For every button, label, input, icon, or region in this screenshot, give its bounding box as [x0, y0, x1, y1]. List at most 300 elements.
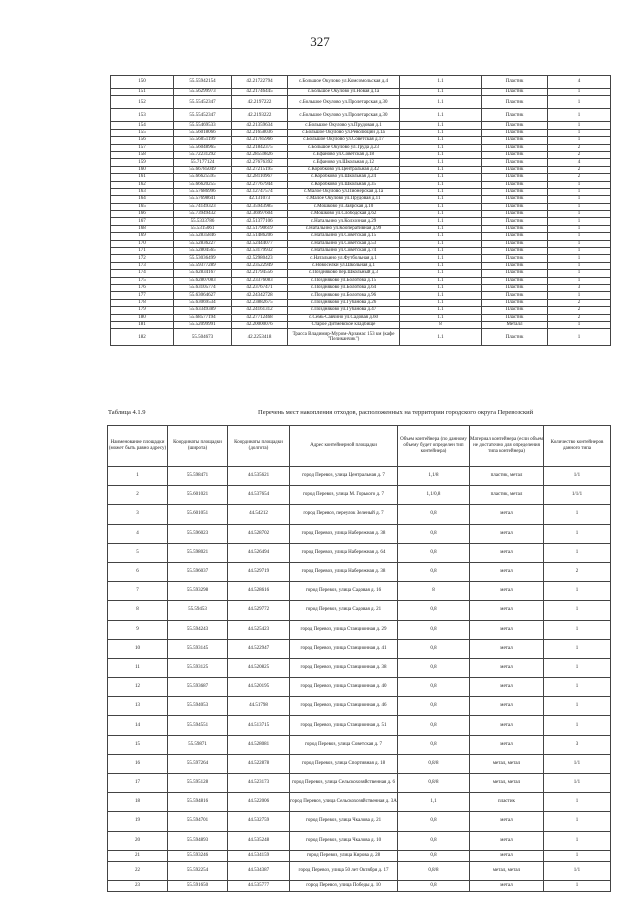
cell-address: город Перевоз, улица Станционная д. 40 — [290, 678, 398, 697]
cell-material: метал — [470, 812, 544, 831]
cell-address: город Перевоз, улица Сельскохозяйственная д. 3А — [290, 793, 398, 812]
cell-latitude: 55.594701 — [168, 812, 228, 831]
cell-address: с.Поздняково пер.Школьный д.3 — [288, 270, 400, 277]
cell-longitude: 44.535621 — [228, 467, 290, 486]
cell-volume: 1.1 — [400, 122, 482, 129]
cell-count: 1 — [544, 697, 611, 716]
cell-count: 1 — [544, 505, 611, 524]
table-row — [108, 601, 611, 620]
cell-number: 158 — [111, 151, 174, 158]
header-longitude: Координаты площадки (долгота) — [228, 426, 290, 467]
cell-count: 1 — [548, 109, 611, 122]
cell-latitude: 55.62834167 — [174, 270, 232, 277]
cell-longitude: 42.24342728 — [232, 292, 288, 299]
cell-count: 1 — [548, 329, 611, 346]
cell-latitude: 55.594053 — [168, 697, 228, 716]
cell-number: 165 — [111, 203, 174, 210]
cell-number: 156 — [111, 137, 174, 144]
cell-number: 8 — [108, 601, 168, 620]
cell-count: 1 — [544, 658, 611, 677]
cell-latitude: 55.504673 — [174, 329, 232, 346]
cell-address: с.Ефаново ул.Советская д.18 — [288, 151, 400, 158]
cell-material: метал — [470, 716, 544, 735]
cell-address: с.Большое Окулово ул.Советская д.17 — [288, 137, 400, 144]
cell-latitude: 55.68577194 — [174, 314, 232, 321]
cell-volume: 1.1 — [400, 270, 482, 277]
cell-volume: 1.1 — [400, 284, 482, 291]
cell-number: 176 — [111, 284, 174, 291]
cell-material: Пластик — [482, 233, 548, 240]
table-label: Таблица 4.1.9 — [108, 409, 146, 416]
cell-latitude: 55.66625595 — [174, 174, 232, 181]
cell-volume: 1.1 — [400, 299, 482, 306]
table-row — [111, 284, 611, 291]
cell-number: 154 — [111, 122, 174, 129]
table-row — [108, 486, 611, 505]
cell-material: Пластик — [482, 129, 548, 136]
table-row — [111, 292, 611, 299]
cell-number: 174 — [111, 270, 174, 277]
cell-volume: 1.1 — [400, 314, 482, 321]
table-row — [111, 174, 611, 181]
cell-address: город Перевоз, улица Станционная д. 41 — [290, 639, 398, 658]
cell-count: 1/1 — [544, 754, 611, 773]
cell-count: 1 — [548, 233, 611, 240]
cell-material: метал — [470, 524, 544, 543]
cell-latitude: 55.596037 — [168, 562, 228, 581]
cell-material: Пластик — [482, 174, 548, 181]
cell-count: 1 — [544, 812, 611, 831]
cell-material: метал — [470, 658, 544, 677]
cell-longitude: 44.528702 — [228, 524, 290, 543]
cell-longitude: 44.513715 — [228, 716, 290, 735]
cell-number: 14 — [108, 716, 168, 735]
cell-address: с.Натальино ул.Советская д.74 — [288, 248, 400, 255]
cell-latitude: 55.74149323 — [174, 203, 232, 210]
cell-material: Пластик — [482, 181, 548, 188]
cell-latitude: 55.55452347 — [174, 109, 232, 122]
cell-longitude: 42.23376083 — [232, 277, 288, 284]
cell-latitude: 55.59377289 — [174, 262, 232, 269]
cell-number: 179 — [111, 307, 174, 314]
cell-latitude: 55.7177124 — [174, 159, 232, 166]
table-row — [111, 96, 611, 109]
table-row — [111, 233, 611, 240]
cell-address: с.Мошково ул.Заярская д.10 — [288, 203, 400, 210]
cell-number: 172 — [111, 255, 174, 262]
table-row — [111, 144, 611, 151]
table-row — [111, 270, 611, 277]
cell-longitude: 42.51377106 — [232, 218, 288, 225]
table-row — [111, 151, 611, 158]
cell-count: 2 — [548, 166, 611, 173]
table-row — [108, 812, 611, 831]
cell-longitude: 42.131073 — [232, 196, 288, 203]
cell-longitude: 42.52444077 — [232, 240, 288, 247]
containers-table-continued — [110, 75, 611, 346]
table-row — [111, 248, 611, 255]
cell-number: 173 — [111, 262, 174, 269]
table-row — [111, 159, 611, 166]
cell-volume: 0,8 — [398, 850, 470, 861]
cell-address: город Перевоз, улица Станционная д. 29 — [290, 620, 398, 639]
table-row — [108, 831, 611, 850]
cell-count: 1 — [544, 678, 611, 697]
cell-count: 1 — [548, 137, 611, 144]
cell-count: 2 — [548, 174, 611, 181]
cell-longitude: 42.21785966 — [232, 137, 288, 144]
cell-latitude: 55.55942154 — [174, 76, 232, 89]
cell-material: пластик, метал — [470, 467, 544, 486]
header-volume: Объем контейнера (по данному объему будет определен тип контейнера) — [398, 426, 470, 467]
cell-latitude: 55.52836227 — [174, 240, 232, 247]
cell-number: 155 — [111, 129, 174, 136]
cell-count: 1 — [544, 601, 611, 620]
table-row — [111, 196, 611, 203]
cell-latitude: 55.593246 — [168, 850, 228, 861]
header-count: Количество контейнеров данного типа — [544, 426, 611, 467]
cell-latitude: 55.56299973 — [174, 89, 232, 96]
cell-longitude: 42.2253418 — [232, 329, 288, 346]
cell-address: с.Большое Окулово ул.Новая д.1а — [288, 89, 400, 96]
cell-volume: 1.1 — [400, 96, 482, 109]
cell-material: Пластик — [482, 240, 548, 247]
cell-count: 3 — [548, 284, 611, 291]
cell-latitude: 55.73949432 — [174, 211, 232, 218]
cell-longitude: 42.21359634 — [232, 122, 288, 129]
table-row — [111, 307, 611, 314]
table-row — [111, 225, 611, 232]
cell-count: 1 — [548, 211, 611, 218]
cell-volume: 0,8 — [398, 639, 470, 658]
cell-volume: 1.1 — [400, 262, 482, 269]
cell-address: с.Малое Окулово ул.Пионерская д.1а — [288, 188, 400, 195]
cell-material: Металл — [482, 321, 548, 328]
cell-address: город Перевоз, улица Набережная д. 64 — [290, 543, 398, 562]
cell-address: с.Натальино ул.Советская д.15 — [288, 233, 400, 240]
table-row — [108, 620, 611, 639]
cell-longitude: 44.535777 — [228, 881, 290, 892]
cell-longitude: 42.52980423 — [232, 255, 288, 262]
cell-latitude: 55.63064627 — [174, 292, 232, 299]
cell-latitude: 55.72231292 — [174, 151, 232, 158]
cell-volume: 0,8 — [398, 505, 470, 524]
table-row — [111, 277, 611, 284]
cell-latitude: 55.596023 — [168, 524, 228, 543]
cell-volume: 0,8 — [398, 543, 470, 562]
table-row — [111, 89, 611, 96]
cell-latitude: 55.52804565 — [174, 248, 232, 255]
cell-material: Пластик — [482, 166, 548, 173]
cell-longitude: 44.534159 — [228, 850, 290, 861]
cell-longitude: 42.51790619 — [232, 225, 288, 232]
cell-count: 1 — [548, 225, 611, 232]
cell-longitude: 42.36997604 — [232, 211, 288, 218]
cell-material: Пластик — [482, 188, 548, 195]
cell-address: с.Натальино ул.Футбольная д.1 — [288, 255, 400, 262]
cell-longitude: 44.522947 — [228, 639, 290, 658]
cell-count: 1 — [548, 129, 611, 136]
cell-address: город Перевоз, переулок Зеленый д. 7 — [290, 505, 398, 524]
cell-material: Пластик — [482, 292, 548, 299]
header-latitude: Координаты площадки (широта) — [168, 426, 228, 467]
cell-address: с.Коробково ул.Центральная д.42 — [288, 166, 400, 173]
table-row — [108, 735, 611, 754]
cell-volume: 1.1 — [400, 151, 482, 158]
cell-count: 1 — [548, 196, 611, 203]
cell-volume: 1.1 — [400, 211, 482, 218]
cell-longitude: 42.21658036 — [232, 129, 288, 136]
cell-number: 161 — [111, 174, 174, 181]
cell-number: 166 — [111, 211, 174, 218]
cell-number: 167 — [111, 218, 174, 225]
cell-latitude: 55.57686996 — [174, 188, 232, 195]
table-row — [108, 793, 611, 812]
cell-longitude: 42.28559826 — [232, 151, 288, 158]
cell-longitude: 44.528081 — [228, 735, 290, 754]
cell-latitude: 55.55469533 — [174, 122, 232, 129]
cell-material: пластик, метал — [470, 486, 544, 505]
cell-volume: 1.1 — [400, 188, 482, 195]
cell-material: метал — [470, 735, 544, 754]
cell-latitude: 55.594816 — [168, 793, 228, 812]
cell-address: с.Мошково ул.Слободская д.62 — [288, 211, 400, 218]
cell-longitude: 44.51798 — [228, 697, 290, 716]
cell-volume: 0,8 — [398, 678, 470, 697]
cell-number: 4 — [108, 524, 168, 543]
cell-volume: 1.1 — [400, 277, 482, 284]
cell-material: метал — [470, 505, 544, 524]
cell-address: город Перевоз, улица Станционная д. 46 — [290, 697, 398, 716]
cell-address: город Перевоз, улица М. Горького д. 7 — [290, 486, 398, 505]
cell-number: 1 — [108, 467, 168, 486]
cell-latitude: 55.62807083 — [174, 277, 232, 284]
cell-count: 1 — [544, 831, 611, 850]
cell-number: 157 — [111, 144, 174, 151]
cell-latitude: 55.593145 — [168, 639, 228, 658]
cell-count: 1 — [544, 881, 611, 892]
cell-longitude: 44.529772 — [228, 601, 290, 620]
cell-longitude: 44.520825 — [228, 658, 290, 677]
cell-longitude: 42.2193222 — [232, 109, 288, 122]
table-row — [111, 240, 611, 247]
cell-longitude: 44.522006 — [228, 793, 290, 812]
cell-count: 4 — [548, 159, 611, 166]
table-row — [108, 850, 611, 861]
cell-number: 10 — [108, 639, 168, 658]
cell-latitude: 55.66785049 — [174, 166, 232, 173]
cell-latitude: 55.5333786 — [174, 218, 232, 225]
cell-address: с.Поздняково ул.Губанова д.26 — [288, 299, 400, 306]
cell-count: 1 — [548, 181, 611, 188]
table-row — [111, 166, 611, 173]
cell-number: 182 — [111, 329, 174, 346]
cell-latitude: 55.592254 — [168, 861, 228, 880]
cell-longitude: 42.28110967 — [232, 174, 288, 181]
table-row — [108, 562, 611, 581]
cell-material: метал, метал — [470, 754, 544, 773]
cell-material: Пластик — [482, 159, 548, 166]
cell-volume: 1.1 — [400, 292, 482, 299]
cell-material: метал — [470, 881, 544, 892]
cell-volume: 1.1 — [400, 307, 482, 314]
cell-material: Пластик — [482, 277, 548, 284]
cell-address: с.Семь-Савчино ул.Садовая д.60 — [288, 314, 400, 321]
cell-volume: 1.1 — [400, 76, 482, 89]
cell-count: 2 — [544, 562, 611, 581]
cell-volume: 1.1 — [400, 218, 482, 225]
cell-longitude: 44.54212 — [228, 505, 290, 524]
cell-address: с.Коробково ул.Школьная д.35 — [288, 181, 400, 188]
cell-number: 19 — [108, 812, 168, 831]
cell-number: 159 — [111, 159, 174, 166]
cell-volume: 1,1 — [398, 793, 470, 812]
cell-address: с.Поздняково ул.Болотова д.96 — [288, 292, 400, 299]
cell-number: 168 — [111, 225, 174, 232]
cell-latitude: 55.593298 — [168, 582, 228, 601]
cell-count: 1 — [548, 240, 611, 247]
cell-volume: 1.1 — [400, 181, 482, 188]
cell-material: Пластик — [482, 262, 548, 269]
cell-latitude: 55.55452347 — [174, 96, 232, 109]
cell-address: город Перевоз, улица Сельскохозяйственная д. 6 — [290, 774, 398, 793]
cell-material: Пластик — [482, 329, 548, 346]
cell-count: 4 — [548, 76, 611, 89]
cell-longitude: 42.21794556 — [232, 270, 288, 277]
cell-address: город Перевоз, улица Чкалова д. 10 — [290, 831, 398, 850]
table-row — [108, 658, 611, 677]
cell-latitude: 55.52099991 — [174, 321, 232, 328]
cell-number: 23 — [108, 881, 168, 892]
cell-count: 1 — [548, 277, 611, 284]
header-site-name: Наименование площадки (может быть равно адресу) — [108, 426, 168, 467]
cell-volume: 0,8 — [398, 524, 470, 543]
table-row — [111, 181, 611, 188]
table-row — [108, 639, 611, 658]
cell-number: 169 — [111, 233, 174, 240]
cell-count: 1 — [548, 248, 611, 255]
cell-volume: 1.1 — [400, 255, 482, 262]
cell-count: 1 — [544, 620, 611, 639]
cell-count: 2 — [548, 299, 611, 306]
cell-volume: 8 — [398, 582, 470, 601]
cell-longitude: 42.20000076 — [232, 321, 288, 328]
cell-number: 18 — [108, 793, 168, 812]
cell-longitude: 42.23767471 — [232, 284, 288, 291]
cell-volume: 1.1 — [400, 137, 482, 144]
cell-latitude: 55.56018066 — [174, 129, 232, 136]
cell-longitude: 44.522878 — [228, 754, 290, 773]
cell-number: 180 — [111, 314, 174, 321]
cell-count: 1 — [548, 96, 611, 109]
cell-longitude: 42.24161312 — [232, 307, 288, 314]
cell-material: метал — [470, 639, 544, 658]
table-row — [108, 697, 611, 716]
cell-material: метал — [470, 831, 544, 850]
cell-volume: 1.1 — [400, 196, 482, 203]
cell-material: пластик — [470, 793, 544, 812]
cell-number: 171 — [111, 248, 174, 255]
cell-material: Пластик — [482, 314, 548, 321]
cell-latitude: 55.593687 — [168, 678, 228, 697]
cell-latitude: 55.5315061 — [174, 225, 232, 232]
cell-address: с.Ефаново ул.Школьная д.12 — [288, 159, 400, 166]
cell-number: 153 — [111, 109, 174, 122]
table-row — [111, 314, 611, 321]
cell-count: 1/1 — [544, 774, 611, 793]
cell-address: город Перевоз, улица Набережная д. 38 — [290, 524, 398, 543]
cell-number: 12 — [108, 678, 168, 697]
cell-longitude: 42.27215195 — [232, 166, 288, 173]
cell-count: 1 — [544, 793, 611, 812]
cell-material: метал — [470, 620, 544, 639]
cell-address: с.Большое Окулово ул.Пролетарская д.30 — [288, 109, 400, 122]
cell-latitude: 55.601051 — [168, 505, 228, 524]
cell-latitude: 55.598471 — [168, 467, 228, 486]
page-number: 327 — [310, 34, 330, 49]
cell-volume: 0,8 — [398, 881, 470, 892]
cell-address: город Перевоз, улица Станционная д. 38 — [290, 658, 398, 677]
cell-count: 3 — [544, 735, 611, 754]
table-row — [111, 329, 611, 346]
table-row — [111, 218, 611, 225]
cell-number: 16 — [108, 754, 168, 773]
cell-address: город Перевоз, улица Садовая д. 16 — [290, 582, 398, 601]
cell-volume: 1.1 — [400, 174, 482, 181]
cell-volume: 0,8/8 — [398, 774, 470, 793]
cell-volume: 0,8 — [398, 697, 470, 716]
cell-material: метал, метал — [470, 861, 544, 880]
table-row — [108, 881, 611, 892]
cell-latitude: 55.601021 — [168, 486, 228, 505]
cell-count: 1 — [548, 321, 611, 328]
cell-address: город Перевоз, улица Советская д. 7 — [290, 735, 398, 754]
table-header-row — [108, 426, 611, 467]
cell-volume: 0,8 — [398, 601, 470, 620]
cell-count: 1 — [548, 188, 611, 195]
cell-number: 170 — [111, 240, 174, 247]
cell-number: 13 — [108, 697, 168, 716]
cell-number: 152 — [111, 96, 174, 109]
cell-material: Пластик — [482, 248, 548, 255]
cell-material: метал — [470, 582, 544, 601]
cell-number: 164 — [111, 196, 174, 203]
cell-number: 7 — [108, 582, 168, 601]
cell-volume: 1.1 — [400, 233, 482, 240]
cell-address: Трасса Владимир-Муром-Арзамас 153 км (кафе "Пеликанчик") — [288, 329, 400, 346]
cell-count: 1 — [548, 122, 611, 129]
cell-material: метал, метал — [470, 774, 544, 793]
cell-address: с.Большое Окулово ул.Революции д.1а — [288, 129, 400, 136]
cell-material: Пластик — [482, 225, 548, 232]
cell-volume: 0,8 — [398, 620, 470, 639]
table-row — [108, 754, 611, 773]
cell-volume: 1.1 — [400, 129, 482, 136]
cell-address: город Перевоз, улица Станционная д. 51 — [290, 716, 398, 735]
cell-latitude: 55.591650 — [168, 881, 228, 892]
cell-longitude: 42.12747574 — [232, 188, 288, 195]
header-address: Адрес контейнерной площадки — [290, 426, 398, 467]
table-row — [108, 716, 611, 735]
cell-count: 1 — [548, 255, 611, 262]
cell-address: город Перевоз, улица Садовая д. 21 — [290, 601, 398, 620]
cell-address: город Перевоз, улица Чкалова д. 21 — [290, 812, 398, 831]
cell-number: 175 — [111, 277, 174, 284]
cell-latitude: 55.56051199 — [174, 137, 232, 144]
cell-address: с.Натальино ул.Кооперативная д.99 — [288, 225, 400, 232]
cell-volume: 1.1 — [400, 89, 482, 96]
cell-latitude: 55.594243 — [168, 620, 228, 639]
